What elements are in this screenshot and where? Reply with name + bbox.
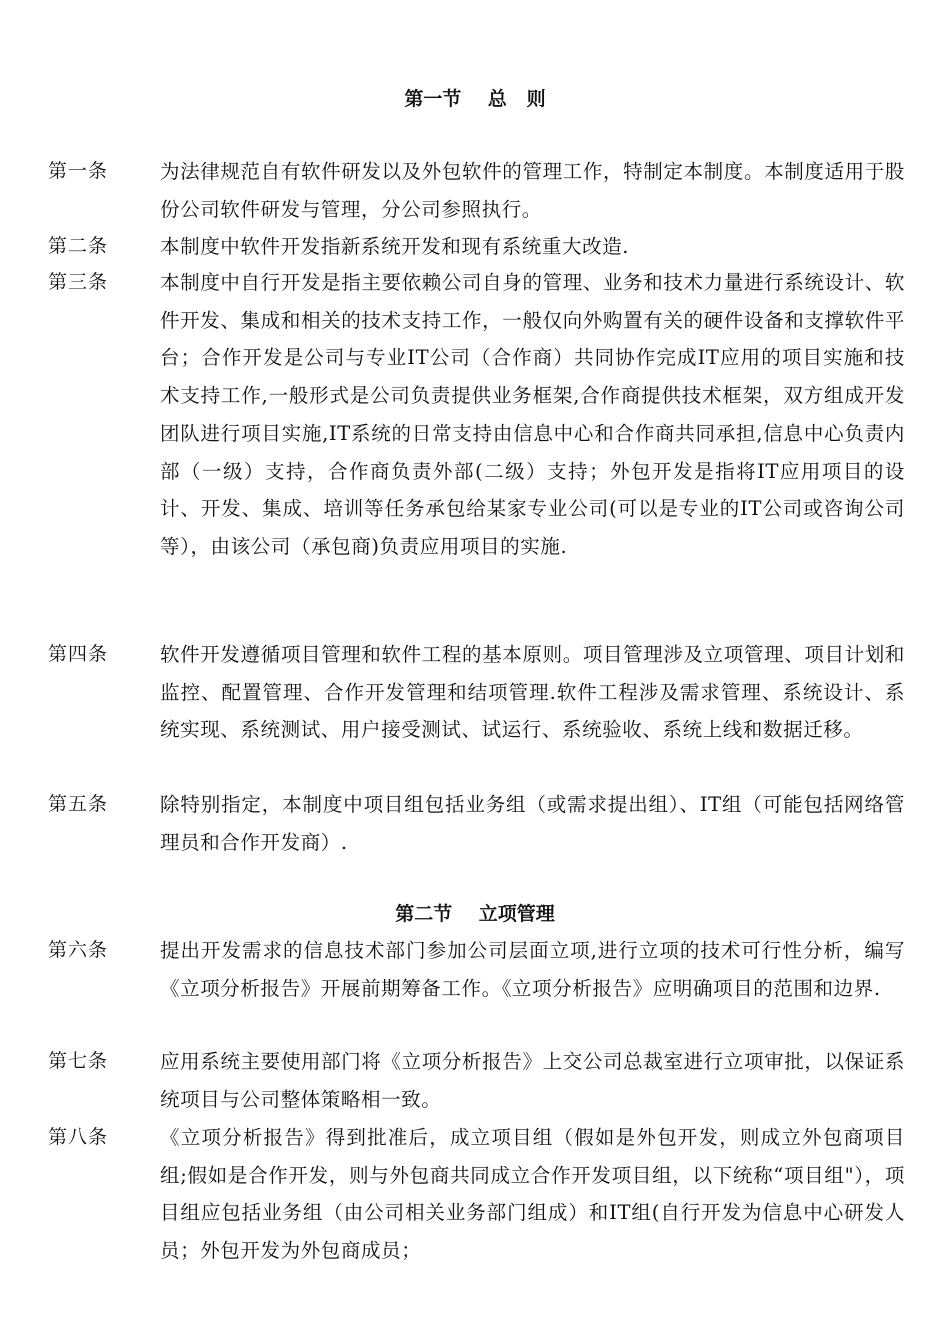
- section-2-title: 第二节 立项管理: [395, 903, 555, 925]
- article-1: [0, 153, 950, 229]
- article-number: 第四条: [48, 643, 109, 665]
- article-number: 第七条: [48, 1050, 109, 1072]
- article-text: 应用系统主要使用部门将《立项分析报告》上交公司总裁室进行立项审批，以保证系统项目与公司整体策略相一致。: [160, 1050, 905, 1111]
- article-number: 第五条: [48, 793, 109, 815]
- article-5: [0, 786, 950, 862]
- article-text: 为法律规范自有软件研发以及外包软件的管理工作，特制定本制度。本制度适用于股份公司软件研发与管理，分公司参照执行。: [160, 160, 905, 221]
- article-number: 第三条: [48, 271, 109, 293]
- article-number: 第一条: [48, 160, 109, 182]
- article-number: 第六条: [48, 939, 109, 961]
- article-6: [0, 932, 950, 1046]
- article-7: [0, 1043, 950, 1119]
- article-2: [0, 228, 950, 266]
- article-number: 第二条: [48, 235, 109, 257]
- article-text: 软件开发遵循项目管理和软件工程的基本原则。项目管理涉及立项管理、项目计划和监控、配置管理、合作开发管理和结项管理.软件工程涉及需求管理、系统设计、系统实现、系统测试、用户接受测试、试运行、系统验收、系统上线和数据迁移。: [160, 643, 905, 742]
- article-3: [0, 264, 950, 642]
- article-text: 本制度中自行开发是指主要依赖公司自身的管理、业务和技术力量进行系统设计、软件开发、集成和相关的技术支持工作，一般仅向外购置有关的硬件设备和支撑软件平台；合作开发是公司与专业IT公司（合作商）共同协作完成IT应用的项目实施和技术支持工作,一般形式是公司负责提供业务框架,合作商提供技术框架，双方组成开发团队进行项目实施,IT系统的日常支持由信息中心和合作商共同承担,信息中心负责内部（一级）支持，合作商负责外部(二级）支持；外包开发是指将IT应用项目的设计、开发、集成、培训等任务承包给某家专业公司(可以是专业的IT公司或咨询公司等），由该公司（承包商)负责应用项目的实施.: [160, 271, 905, 558]
- article-8: [0, 1119, 950, 1271]
- article-number: 第八条: [48, 1126, 109, 1148]
- section-1-title: 第一节 总 则: [404, 88, 546, 110]
- article-text: 提出开发需求的信息技术部门参加公司层面立项,进行立项的技术可行性分析，编写《立项分析报告》开展前期筹备工作。《立项分析报告》应明确项目的范围和边界.: [160, 939, 905, 1000]
- article-text: 本制度中软件开发指新系统开发和现有系统重大改造.: [160, 235, 630, 258]
- article-4: [0, 636, 950, 788]
- article-text: 除特别指定，本制度中项目组包括业务组（或需求提出组）、IT组（可能包括网络管理员和合作开发商）.: [160, 793, 905, 854]
- article-text: 《立项分析报告》得到批准后，成立项目组（假如是外包开发，则成立外包商项目组;假如是合作开发，则与外包商共同成立合作开发项目组，以下统称“项目组"），项目组应包括业务组（由公司相关业务部门组成）和IT组(自行开发为信息中心研发人员；外包开发为外包商成员；: [160, 1126, 905, 1263]
